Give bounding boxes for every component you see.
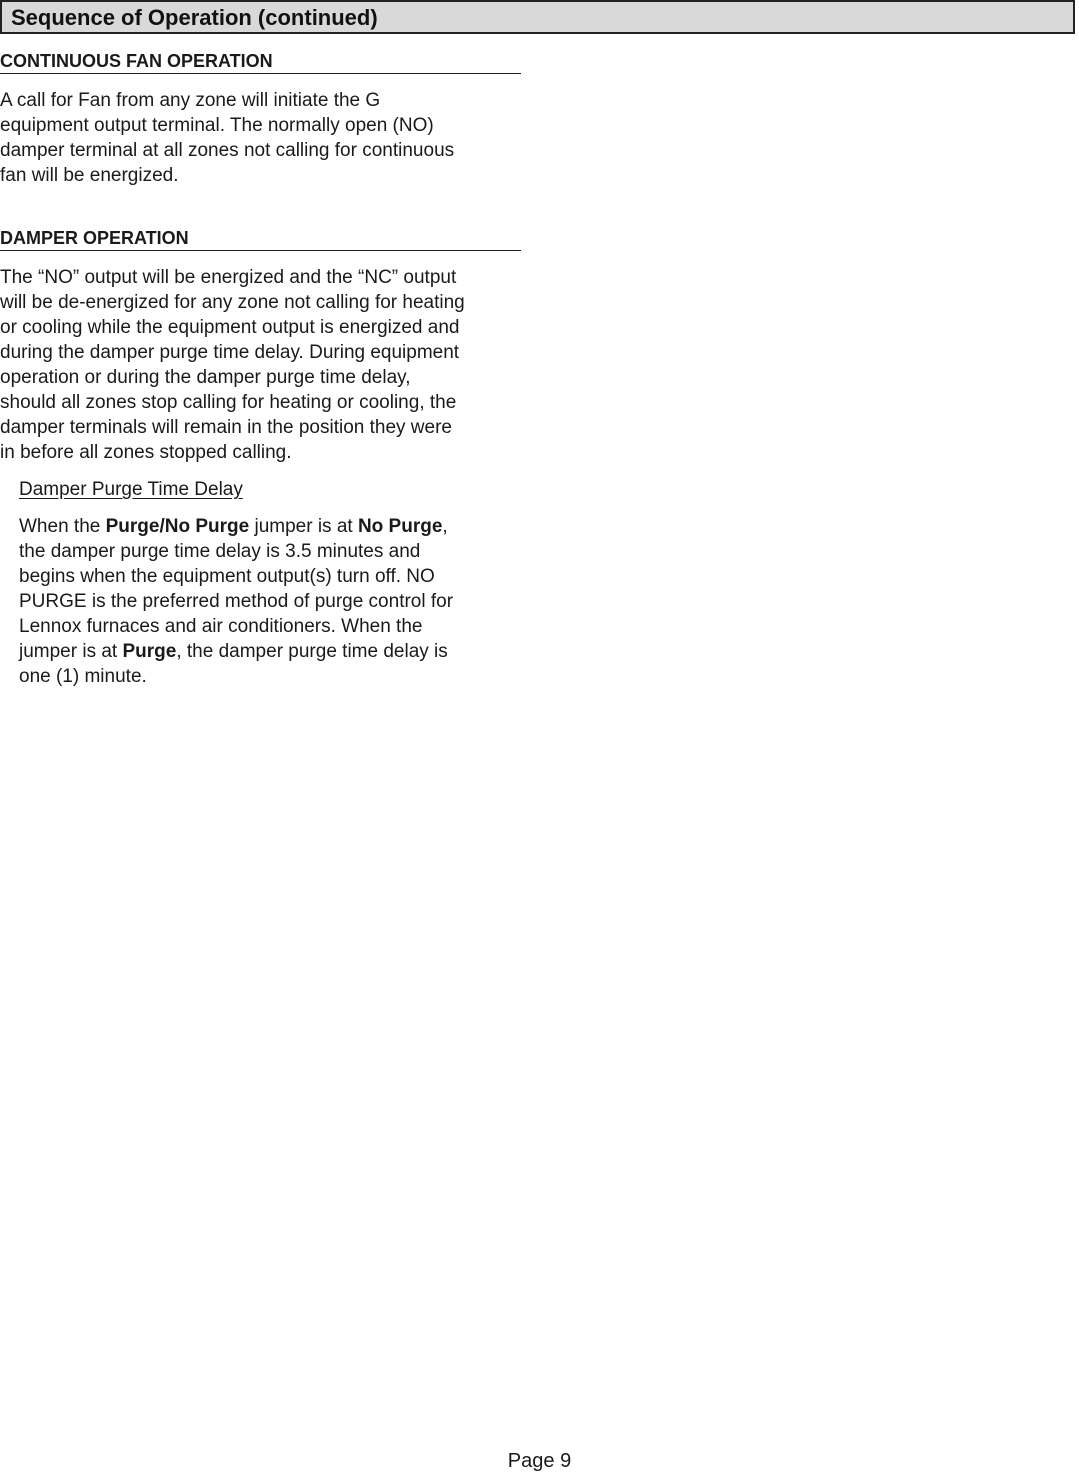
text-line: during the damper purge time delay. During equipment <box>0 342 460 363</box>
continuous-fan-heading: CONTINUOUS FAN OPERATION <box>0 50 521 74</box>
text-line: in before all zones stopped calling. <box>0 442 292 463</box>
text-line: operation or during the damper purge time delay, <box>0 367 411 388</box>
text-run: jumper is at <box>249 516 358 537</box>
text-line: begins when the equipment output(s) turn off. NO <box>19 566 435 587</box>
text-line: Lennox furnaces and air conditioners. When the <box>19 616 423 637</box>
bold-term-no-purge: No Purge <box>357 516 443 537</box>
text-line <box>19 639 521 664</box>
section-title: Sequence of Operation (continued) <box>11 5 378 30</box>
text-line: damper terminal at all zones not calling for continuous <box>0 140 455 161</box>
purge-delay-block <box>0 477 521 689</box>
bold-term-purge-no-purge: Purge/No Purge <box>105 516 250 537</box>
text-run: When the <box>19 516 106 537</box>
text-line: A call for Fan from any zone will initiate the G <box>0 90 381 111</box>
purge-delay-subheading: Damper Purge Time Delay <box>19 479 243 500</box>
text-line: the damper purge time delay is 3.5 minutes and <box>19 541 421 562</box>
page-number: Page 9 <box>507 1450 572 1472</box>
damper-operation-paragraph <box>0 265 521 465</box>
text-line: damper terminals will remain in the position they were <box>0 417 452 438</box>
text-run: jumper is at <box>19 641 123 662</box>
main-text-column <box>0 50 521 689</box>
text-line: PURGE is the preferred method of purge control for <box>19 591 454 612</box>
purge-delay-paragraph <box>19 514 521 689</box>
bold-term-purge: Purge <box>122 641 177 662</box>
text-line <box>19 514 521 539</box>
damper-operation-heading: DAMPER OPERATION <box>0 227 521 251</box>
section-header-bar <box>0 0 1075 34</box>
text-line: fan will be energized. <box>0 165 179 186</box>
text-run: , <box>442 516 448 537</box>
text-line: equipment output terminal. The normally open (NO) <box>0 115 434 136</box>
text-run: , the damper purge time delay is <box>176 641 448 662</box>
text-line: one (1) minute. <box>19 666 147 687</box>
continuous-fan-paragraph <box>0 88 521 188</box>
text-line: will be de-energized for any zone not calling for heating <box>0 292 465 313</box>
text-line: or cooling while the equipment output is energized and <box>0 317 460 338</box>
text-line: The “NO” output will be energized and the “NC” output <box>0 267 457 288</box>
text-line: should all zones stop calling for heating or cooling, the <box>0 392 457 413</box>
